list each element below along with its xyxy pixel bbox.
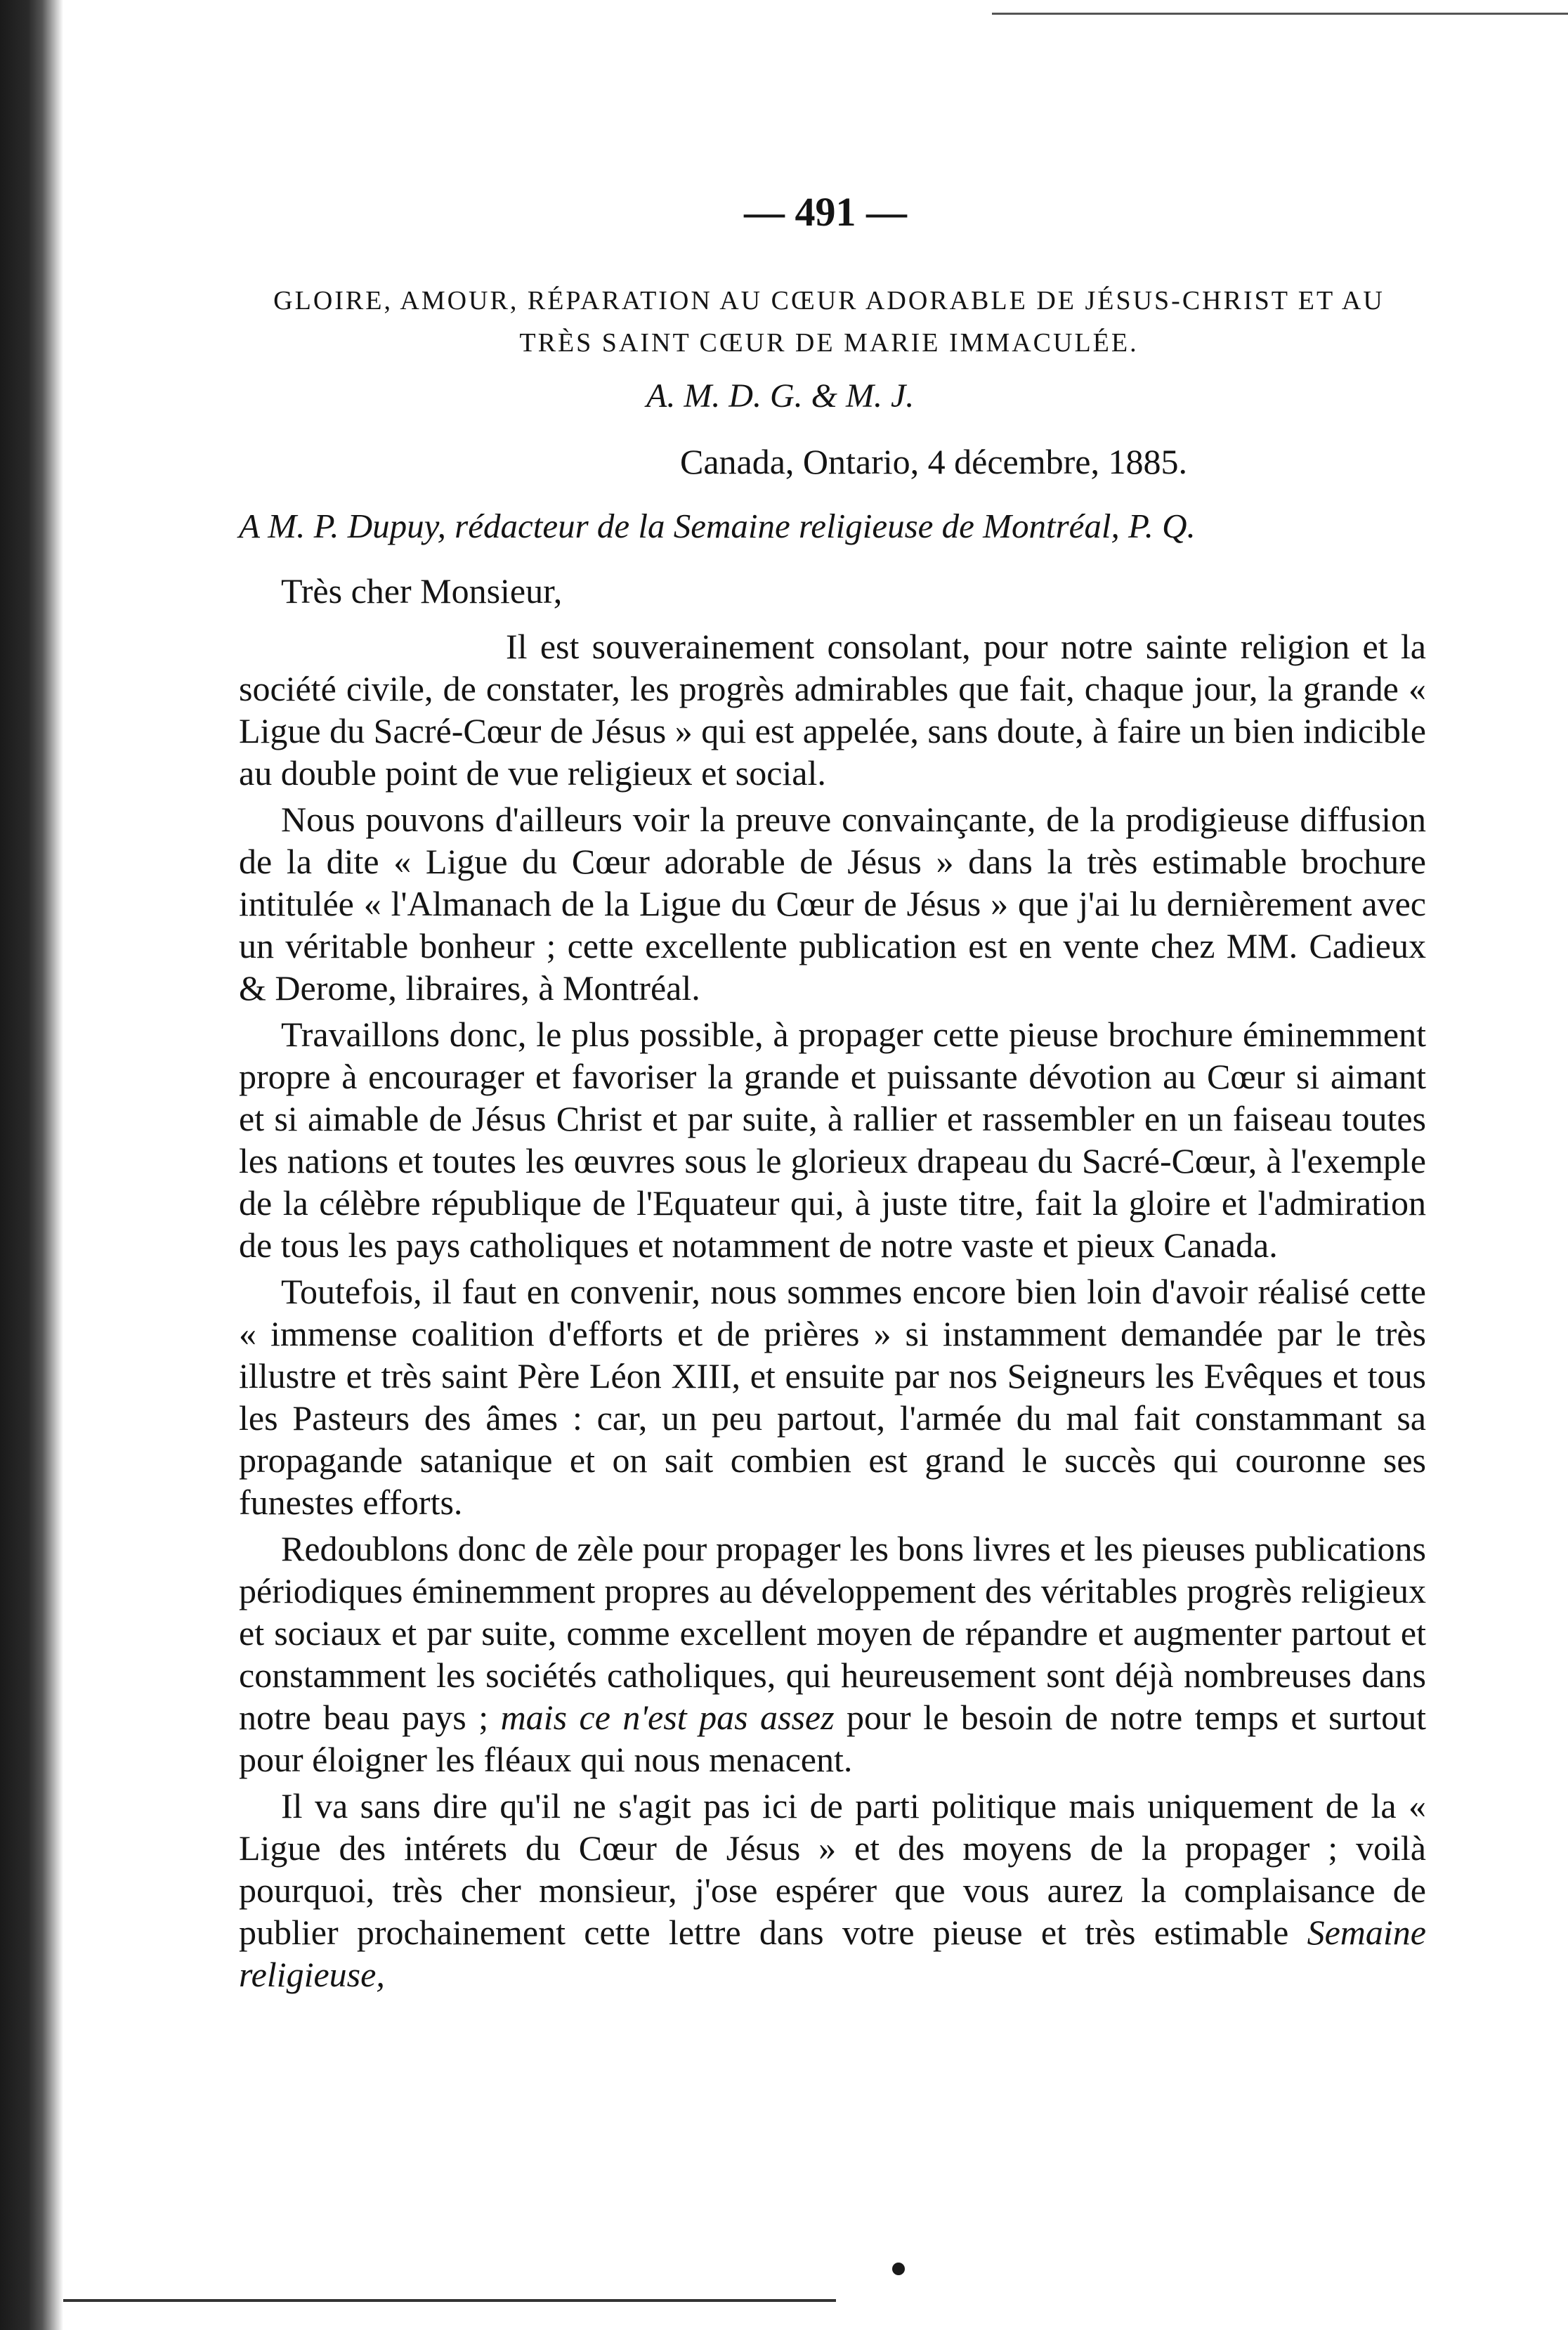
paragraph-2: Nous pouvons d'ailleurs voir la preuve convainçante, de la prodigieuse diffusion de la dite « Ligue du Cœur adorable de Jésus » dans la très estimable brochure intitulée « l'Almanach de la Ligue du Cœur de Jésus » que j'ai lu dernièrement avec un véritable bonheur ; cette excellente publication est en vente chez MM. Cadieux & Derome, libraires, à Montréal.	[239, 800, 1426, 1008]
paragraph-5	[239, 1528, 1426, 1781]
paragraph-6-text: Il va sans dire qu'il ne s'agit pas ici de parti politique mais uniquement de la « Ligue des intérets du Cœur de Jésus » et des moyens de la propager ; voilà pourquoi, très cher monsieur, j'ose espérer que vous aurez la complaisance de publier prochainement cette lettre dans votre pieuse et très estimable	[239, 1786, 1426, 1952]
heading-line-1: GLOIRE, AMOUR, RÉPARATION AU CŒUR ADORABLE DE JÉSUS-CHRIST ET AU	[273, 286, 1385, 315]
paragraph-6-italic: Semaine religieuse,	[239, 1913, 1426, 1994]
place-date: Canada, Ontario, 4 décembre, 1885.	[680, 442, 1187, 481]
page-number: — 491 —	[744, 189, 907, 235]
heading-line-2: TRÈS SAINT CŒUR DE MARIE IMMACULÉE.	[519, 328, 1139, 358]
letter-body	[239, 625, 1426, 2000]
paragraph-3: Travaillons donc, le plus possible, à propager cette pieuse brochure éminemment propre à encourager et favoriser la grande et puissante dévotion au Cœur si aimant et si aimable de Jésus Christ et par suite, à rallier et rassembler en un faiseau toutes les nations et toutes les œuvres sous le glorieux drapeau du Sacré-Cœur, à l'exemple de la célèbre république de l'Equateur qui, à juste titre, fait la gloire et l'admiration de tous les pays catholiques et notamment de notre vaste et pieux Canada.	[239, 1015, 1426, 1265]
page-heading	[239, 280, 1419, 364]
paragraph-5-text-a: Redoublons donc de zèle pour propager les bons livres et les pieuses publications périodiques éminemment propres au développement des véritables progrès religieux et sociaux et par suite, comme excellent moyen de répandre et augmenter partout et constamment les sociétés catholiques, qui heureusement sont déjà nombreuses dans notre beau pays ;	[239, 1529, 1426, 1737]
paragraph-5-italic: mais ce n'est pas assez	[500, 1698, 835, 1737]
motto: A. M. D. G. & M. J.	[646, 377, 915, 415]
salutation: Très cher Monsieur,	[281, 571, 563, 611]
paragraph-5-text-b: pour le besoin de notre temps et surtout pour éloigner les fléaux qui nous menacent.	[239, 1698, 1426, 1779]
paragraph-4: Toutefois, il faut en convenir, nous sommes encore bien loin d'avoir réalisé cette « immense coalition d'efforts et de prières » si instamment demandée par le très illustre et très saint Père Léon XIII, et ensuite par nos Seigneurs les Evêques et tous les Pasteurs des âmes : car, un peu partout, l'armée du mal fait constammant sa propagande satanique et on sait combien est grand le succès qui couronne ses funestes efforts.	[239, 1272, 1426, 1522]
paragraph-1: Il est souverainement consolant, pour notre sainte religion et la société civile, de constater, les progrès admirables que fait, chaque jour, la grande « Ligue du Sacré-Cœur de Jésus » qui est appelée, sans doute, à faire un bien indicible au double point de vue religieux et social.	[239, 627, 1426, 793]
footer-ornament-dot	[892, 2263, 905, 2275]
letter-address: A M. P. Dupuy, rédacteur de la Semaine religieuse de Montréal, P. Q.	[239, 507, 1196, 545]
paragraph-6	[239, 1785, 1426, 1996]
